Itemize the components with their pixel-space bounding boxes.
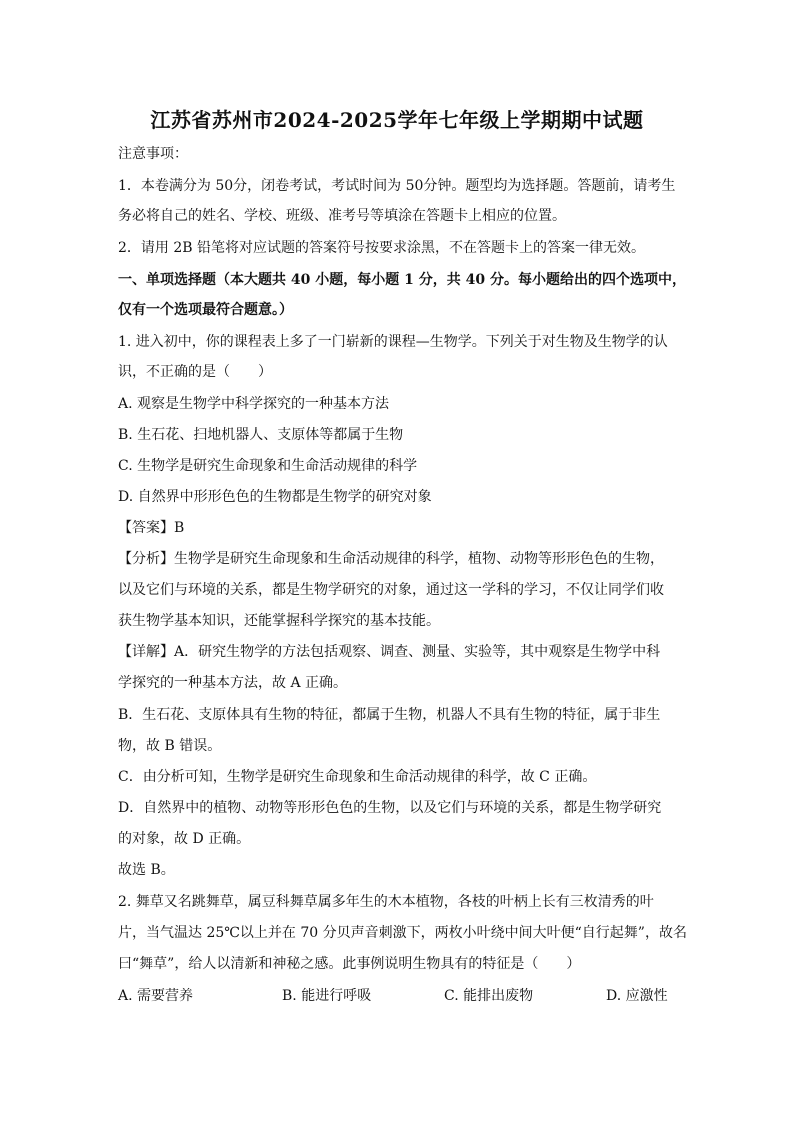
question-1-analysis-cont-1: 以及它们与环境的关系，都是生物学研究的对象，通过这一学科的学习，不仅让同学们收 <box>118 582 664 598</box>
question-2-stem-cont-2: 曰“舞草”，给人以清新和神秘之感。此事例说明生物具有的特征是（ ） <box>118 956 581 972</box>
question-1-choice: 故选 B。 <box>118 862 175 878</box>
question-1-option-b: B. 生石花、扫地机器人、支原体等都属于生物 <box>118 427 404 443</box>
question-1-analysis: 【分析】生物学是研究生命现象和生命活动规律的科学，植物、动物等形形色色的生物， <box>118 551 664 567</box>
question-1-detail-cont-5: D．自然界中的植物、动物等形形色色的生物，以及它们与环境的关系，都是生物学研究 <box>118 800 662 816</box>
question-1-detail-cont-3: 物，故 B 错误。 <box>118 738 222 754</box>
notice-item-2: 2．请用 2B 铅笔将对应试题的答案符号按要求涂黑，不在答题卡上的答案一律无效。 <box>118 240 646 256</box>
question-2-option-b: B. 能进行呼吸 <box>282 988 372 1004</box>
question-2-option-d: D. 应激性 <box>606 988 668 1004</box>
question-1-detail-cont-1: 学探究的一种基本方法，故 A 正确。 <box>118 675 348 691</box>
question-1-analysis-cont-2: 获生物学基本知识，还能掌握科学探究的基本技能。 <box>118 613 440 629</box>
question-1-detail: 【详解】A．研究生物学的方法包括观察、调查、测量、实验等，其中观察是生物学中科 <box>118 644 661 660</box>
question-1-stem-cont: 识，不正确的是（ ） <box>118 364 272 380</box>
notice-item-1-cont: 务必将自己的姓名、学校、班级、准考号等填涂在答题卡上相应的位置。 <box>118 208 566 224</box>
notice-item-1: 1．本卷满分为 50分，闭卷考试，考试时间为 50分钟。题型均为选择题。答题前，请考生 <box>118 178 676 194</box>
question-2-stem-cont-1: 片，当气温达 25℃以上并在 70 分贝声音刺激下，两枚小叶绕中间大叶便“自行起舞”，故名 <box>118 925 687 941</box>
question-1-option-d: D. 自然界中形形色色的生物都是生物学的研究对象 <box>118 489 432 505</box>
question-1-detail-cont-6: 的对象，故 D 正确。 <box>118 831 251 847</box>
question-1-answer: 【答案】B <box>118 520 185 536</box>
section-heading: 一、单项选择题（本大题共 40 小题，每小题 1 分，共 40 分。每小题给出的四个选项中， <box>118 272 686 288</box>
section-heading-cont: 仅有一个选项最符合题意。） <box>118 302 293 318</box>
question-1-option-a: A. 观察是生物学中科学探究的一种基本方法 <box>118 396 390 412</box>
question-2-stem: 2. 舞草又名跳舞草，属豆科舞草属多年生的木本植物，各枝的叶柄上长有三枚清秀的叶 <box>118 894 654 910</box>
page-title: 江苏省苏州市2024-2025学年七年级上学期期中试题 <box>150 108 644 132</box>
question-1-option-c: C. 生物学是研究生命现象和生命活动规律的科学 <box>118 458 418 474</box>
question-2-option-a: A. 需要营养 <box>118 988 194 1004</box>
question-1-stem: 1. 进入初中，你的课程表上多了一门崭新的课程—生物学。下列关于对生物及生物学的认 <box>118 334 668 350</box>
question-1-detail-cont-4: C．由分析可知，生物学是研究生命现象和生命活动规律的科学，故 C 正确。 <box>118 769 597 785</box>
question-2-option-c: C. 能排出废物 <box>444 988 534 1004</box>
question-1-detail-cont-2: B．生石花、支原体具有生物的特征，都属于生物，机器人不具有生物的特征，属于非生 <box>118 707 661 723</box>
notice-heading: 注意事项： <box>118 146 188 162</box>
